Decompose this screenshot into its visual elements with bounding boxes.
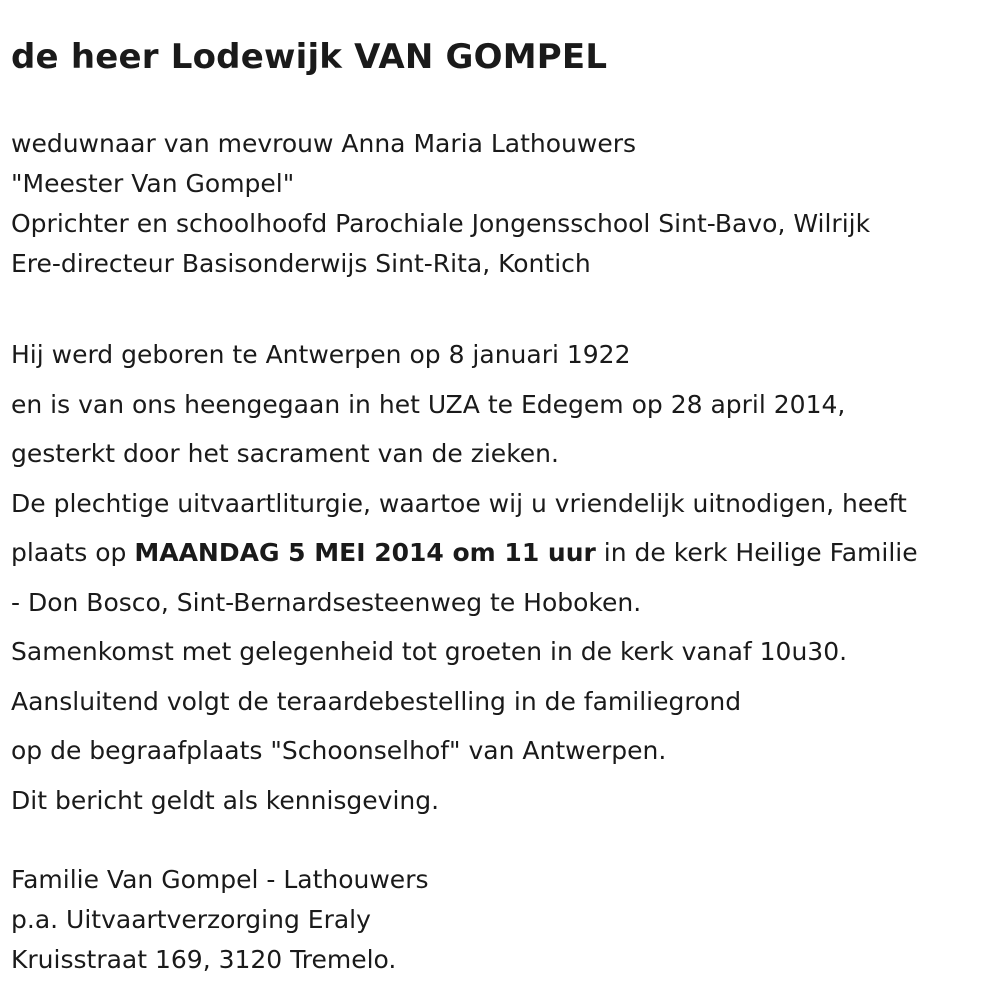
- sacrament-line: gesterkt door het sacrament van de zieken.: [11, 439, 559, 468]
- address-line: Kruisstraat 169, 3120 Tremelo.: [11, 945, 397, 974]
- burial-line: Aansluitend volgt de teraardebestelling in de familiegrond: [11, 686, 742, 716]
- funeral-date-line: [11, 528, 918, 578]
- founder-role-line: Oprichter en schoolhoofd Parochiale Jongensschool Sint-Bavo, Wilrijk: [11, 209, 871, 238]
- liturgy-line: De plechtige uitvaartliturgie, waartoe wij u vriendelijk uitnodigen, heeft: [11, 488, 907, 518]
- signature-section: [11, 860, 429, 980]
- notice-line: Dit bericht geldt als kennisgeving.: [11, 785, 440, 815]
- church-address-line: - Don Bosco, Sint-Bernardsesteenweg te Hoboken.: [11, 587, 642, 617]
- cemetery-line: op de begraafplaats "Schoonselhof" van Antwerpen.: [11, 736, 667, 765]
- intro-section: [11, 124, 870, 284]
- birth-line: Hij werd geboren te Antwerpen op 8 januari 1922: [11, 340, 631, 369]
- widower-line: weduwnaar van mevrouw Anna Maria Lathouwers: [11, 129, 636, 158]
- place-prefix: plaats op: [11, 538, 135, 567]
- funeral-date-time: MAANDAG 5 MEI 2014 om 11 uur: [134, 538, 596, 567]
- announcement-section: [11, 330, 918, 825]
- nickname-line: "Meester Van Gompel": [11, 169, 295, 198]
- place-suffix: in de kerk Heilige Familie: [595, 538, 918, 567]
- director-role-line: Ere-directeur Basisonderwijs Sint-Rita, Kontich: [11, 249, 591, 278]
- care-of-line: p.a. Uitvaartverzorging Eraly: [11, 905, 371, 934]
- family-line: Familie Van Gompel - Lathouwers: [11, 865, 429, 894]
- page-title: de heer Lodewijk VAN GOMPEL: [11, 37, 608, 77]
- passing-line: en is van ons heengegaan in het UZA te Edegem op 28 april 2014,: [11, 389, 846, 419]
- gathering-line: Samenkomst met gelegenheid tot groeten in de kerk vanaf 10u30.: [11, 637, 848, 666]
